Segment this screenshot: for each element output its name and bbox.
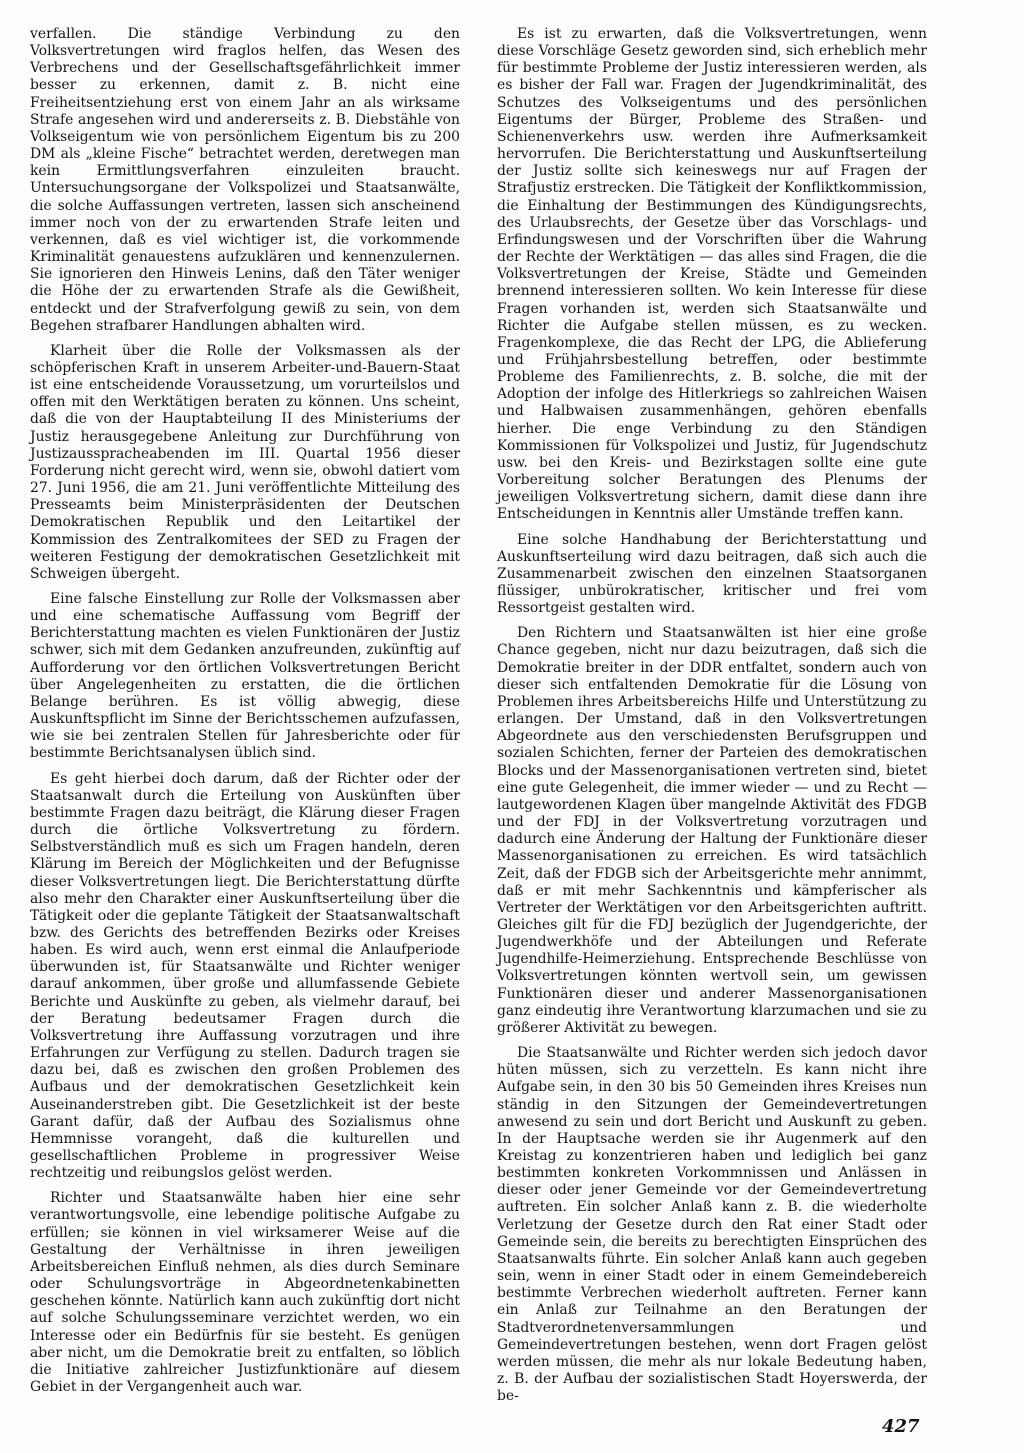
paragraph: Klarheit über die Rolle der Volksmassen als der schöpferischen Kraft in unserem Arbeiter-und-Bauern-Staat ist eine entscheidende Voraussetzung, um vorurteilslos und offen mit den Werktätigen beraten zu können. Uns scheint, daß die von der Hauptabteilung II des Ministeriums der Justiz herausgegebene Anleitung zur Durchführung von Justizaussprachеabenden im III. Quartal 1956 dieser Forderung nicht gerecht wird, wenn sie, obwohl datiert vom 27. Juni 1956, die am 21. Juni veröffentlichte Mitteilung des Presseamts beim Ministerpräsidenten der Deutschen Demokratischen Republik und den Leitartikel der Kommission des Zentralkomitees der SED zu Fragen der weiteren Festigung der demokratischen Gesetzlichkeit mit Schweigen übergeht. [30, 342, 460, 582]
paragraph: Den Richtern und Staatsanwälten ist hier eine große Chance gegeben, nicht nur dazu beizutragen, daß sich die Demokratie breiter in der DDR entfaltet, sondern auch von dieser sich entfaltenden Demokratie für die Lösung von Problemen ihres Arbeitsbereichs Hilfe und Unterstützung zu erlangen. Der Umstand, daß in den Volksvertretungen Abgeordnete aus den verschiedensten Berufsgruppen und sozialen Schichten, ferner der Parteien des demokratischen Blocks und der Massenorganisationen vertreten sind, bietet eine gute Gelegenheit, die immer wieder — und zu Recht — lautgewordenen Klagen über mangelnde Aktivität des FDGB und der FDJ in der Volksvertretung vorzutragen und dadurch eine Änderung der Haltung der Funktionäre dieser Massenorganisationen zu erreichen. Es wird tatsächlich Zeit, daß der FDGB sich der Arbeitsgerichte mehr annimmt, daß er mit mehr Sachkenntnis und kämpferischer als Vertreter der Werktätigen vor den Arbeitsgerichten auftritt. Gleiches gilt für die FDJ bezüglich der Jugendgerichte, der Jugendwerkhöfe und der Abteilungen und Referate Jugendhilfe-Heimerziehung. Entsprechende Beschlüsse von Volksvertretungen könnten wertvoll sein, um gewissen Funktionären dieser und anderer Massenorganisationen ganz eindeutig ihre Verantwortung klarzumachen und sie zu größerer Aktivität zu bewegen. [497, 625, 927, 1036]
paragraph: Die Staatsanwälte und Richter werden sich jedoch davor hüten müssen, sich zu verzetteln. Es kann nicht ihre Aufgabe sein, in den 30 bis 50 Gemeinden ihres Kreises nun ständig in den Sitzungen der Gemeindevertretungen anwesend zu sein und dort Bericht und Auskunft zu geben. In der Hauptsache werden sie ihr Augenmerk auf den Kreistag zu konzentrieren haben und lediglich bei ganz bestimmten konkreten Vorkommnissen und Anlässen in dieser oder jener Gemeinde vor der Gemeindevertretung auftreten. Ein solcher Anlaß kann z. B. die wiederholte Verletzung der Gesetze durch den Rat einer Stadt oder Gemeinde sein, die bereits zu berechtigten Einsprüchen des Staatsanwalts führte. Ein solcher Anlaß kann auch gegeben sein, wenn in einer Stadt oder in einem Gemeindebereich bestimmte Verbrechen wiederholt auftreten. Ferner kann ein Anlaß zur Teilnahme an den Beratungen der Stadtverordnetenversammlungen und Gemeindevertretungen bestehen, wenn dort Fragen gelöst werden müssen, die mehr als nur lokale Bedeutung haben, z. B. der Aufbau der sozialistischen Stadt Hoyerswerda, der be- [497, 1045, 927, 1405]
paragraph: verfallen. Die ständige Verbindung zu den Volksvertretungen wird fraglos helfen, das Wesen des Verbrechens und der Gesellschaftsgefährlichkeit immer besser zu erkennen, damit z. B. nicht eine Freiheitsentziehung erst von einem Jahr an als wirksame Strafe angesehen wird und andererseits z. B. Diebstähle von Volkseigentum wie von persönlichem Eigentum bis zu 200 DM als „kleine Fische“ betrachtet werden, deretwegen man kein Ermittlungsverfahren einzuleiten braucht. Untersuchungsorgane der Volkspolizei und Staatsanwälte, die solche Auffassungen vertreten, lassen sich anscheinend immer noch von der zu erwartenden Strafe leiten und verkennen, daß es viel wichtiger ist, die vorkommende Kriminalität genauestens aufzuklären und kennenzulernen. Sie ignorieren den Hinweis Lenins, daß den Täter weniger die Höhe der zu erwartenden Strafe als die Gewißheit, entdeckt und der Strafverfolgung gewiß zu sein, von dem Begehen strafbarer Handlungen abhalten wird. [30, 26, 460, 334]
paragraph: Eine solche Handhabung der Berichterstattung und Auskunftserteilung wird dazu beitragen, daß sich auch die Zusammenarbeit zwischen den einzelnen Staatsorganen flüssiger, unbürokratischer, kritischer und frei vom Ressortgeist gestalten wird. [497, 531, 927, 617]
paragraph: Es geht hierbei doch darum, daß der Richter oder der Staatsanwalt durch die Erteilung von Auskünften über bestimmte Fragen dazu beiträgt, die Klärung dieser Fragen durch die örtliche Volksvertretung zu fördern. Selbstverständlich muß es sich um Fragen handeln, deren Klärung im Bereich der Möglichkeiten und der Befugnisse dieser Volksvertretungen liegt. Die Berichterstattung dürfte also mehr den Charakter einer Auskunftserteilung über die Tätigkeit oder die geplante Tätigkeit der Staatsanwaltschaft bzw. des Gerichts des betreffenden Bezirks oder Kreises haben. Es wird auch, wenn erst einmal die Anlaufperiode überwunden ist, für Staatsanwälte und Richter weniger darauf ankommen, über große und allumfassende Gebiete Berichte und Auskünfte zu geben, als vielmehr darauf, bei der Beratung bedeutsamer Fragen durch die Volksvertretung ihre Auffassung vorzutragen und ihre Erfahrungen zur Verfügung zu stellen. Dadurch tragen sie dazu bei, daß es zwischen den großen Problemen des Aufbaus und der demokratischen Gesetzlichkeit kein Auseinanderstreben gibt. Die Gesetzlichkeit ist der beste Garant dafür, daß der Aufbau des Sozialismus ohne Hemmnisse vorangeht, daß die kulturellen und gesellschaftlichen Probleme in progressiver Weise rechtzeitig und reibungslos gelöst werden. [30, 770, 460, 1182]
left-column [30, 26, 460, 1404]
paragraph: Richter und Staatsanwälte haben hier eine sehr verantwortungsvolle, eine lebendige politische Aufgabe zu erfüllen; sie können in viel wirksamerer Weise auf die Gestaltung der Verhältnisse in ihren jeweiligen Arbeitsbereichen Einfluß nehmen, als dies durch Seminare oder Schulungsvorträge in Abgeordnetenkabinetten geschehen könnte. Natürlich kann auch zukünftig dort nicht auf solche Schulungsseminare verzichtet werden, wo ein Interesse oder ein Bedürfnis für sie besteht. Es genügen aber nicht, um die Demokratie breit zu entfalten, so löblich die Initiative zahlreicher Justizfunktionäre auf diesem Gebiet in der Vergangenheit auch war. [30, 1190, 460, 1396]
page-number: 427 [882, 1416, 920, 1437]
paragraph: Es ist zu erwarten, daß die Volksvertretungen, wenn diese Vorschläge Gesetz geworden sind, sich erheblich mehr für bestimmte Probleme der Justiz interessieren werden, als es bisher der Fall war. Fragen der Jugendkriminalität, des Schutzes des Volkseigentums und des persönlichen Eigentums der Bürger, Probleme des Straßen- und Schienenverkehrs usw. werden ihre Aufmerksamkeit hervorrufen. Die Berichterstattung und Auskunftserteilung der Justiz sollte sich keineswegs nur auf Fragen der Strafjustiz erstrecken. Die Tätigkeit der Konfliktkommission, die Einhaltung der Bestimmungen des Kündigungsrechts, des Urlaubsrechts, der Gesetze über das Vorschlags- und Erfindungswesen und der Vorschriften über die Wahrung der Rechte der Werktätigen — das alles sind Fragen, die die Volksvertretungen der Kreise, Städte und Gemeinden brennend interessieren sollten. Wo kein Interesse für diese Fragen vorhanden ist, werden sich Staatsanwälte und Richter die Aufgabe stellen müssen, es zu wecken. Fragenkomplexe, die das Recht der LPG, die Ablieferung und Frühjahrsbestellung betreffen, oder bestimmte Probleme des Familienrechts, z. B. solche, die mit der Adoption der infolge des Hitlerkriegs so zahlreichen Waisen und Halbwaisen zusammenhängen, gehören ebenfalls hierher. Die enge Verbindung zu den Ständigen Kommissionen für Volkspolizei und Justiz, für Jugendschutz usw. bei den Kreis- und Bezirkstagen sollte eine gute Vorbereitung solcher Beratungen des Plenums der jeweiligen Volksvertretung sichern, damit diese dann ihre Entscheidungen in Kenntnis aller Umstände treffen kann. [497, 26, 927, 523]
right-column [497, 26, 927, 1413]
paragraph: Eine falsche Einstellung zur Rolle der Volksmassen aber und eine schematische Auffassung vom Begriff der Berichterstattung machten es vielen Funktionären der Justiz schwer, sich mit dem Gedanken anzufreunden, zukünftig auf Aufforderung vor den örtlichen Volksvertretungen Bericht über Angelegenheiten zu erstatten, die die örtlichen Belange berühren. Es ist völlig abwegig, diese Auskunftspflicht im Sinne der Berichtsschemen aufzufassen, wie sie bei zentralen Stellen für Jahresberichte oder für bestimmte Berichtsanalysen üblich sind. [30, 591, 460, 762]
